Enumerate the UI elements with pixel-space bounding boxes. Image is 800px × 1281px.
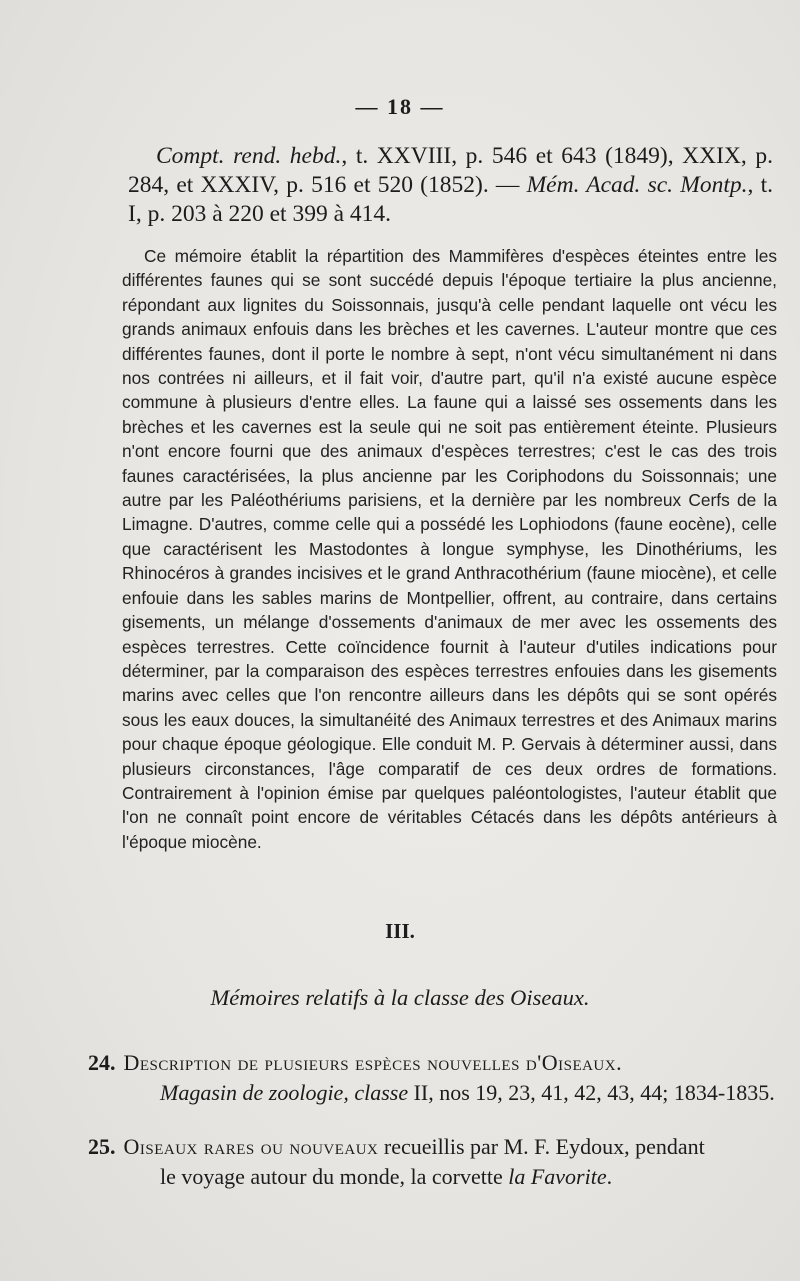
entry-25-title: Oiseaux rares ou nouveaux	[123, 1134, 379, 1159]
entry-25	[88, 1132, 778, 1192]
page-number: — 18 —	[355, 94, 445, 119]
entry-24-source-details: II, nos 19, 23, 41, 42, 43, 44; 1834-1835.	[408, 1080, 775, 1105]
summary-paragraph: Ce mémoire établit la répartition des Mammifères d'espèces éteintes entre les différentes faunes qui se sont succédé depuis l'époque tertiaire la plus ancienne, répondant aux lignites du Soissonnais, jusqu'à celle pendant laquelle ont vécu les grands animaux enfouis dans les brèches et les cavernes. L'auteur montre que ces différentes faunes, dont il porte le nombre à sept, n'ont vécu simultanément ni dans nos contrées ni ailleurs, et il fait voir, d'autre part, qu'il n'a existé aucune espèce commune à plusieurs d'entre elles. La faune qui a laissé ses ossements dans les brèches et les cavernes est la seule qui ne soit pas entièrement éteinte. Plusieurs n'ont encore fourni que des animaux d'espèces terrestres; c'est le cas des trois faunes caractérisées, la plus ancienne par les Coriphodons du Soissonnais; une autre par les Paléothériums parisiens, et la dernière par les nombreux Cerfs de la Limagne. D'autres, comme celle qui a possédé les Lophiodons (faune eocène), celle que caractérisent les Mastodontes à longue symphyse, les Dinothériums, les Rhinocéros à grandes incisives et le grand Anthracothérium (faune miocène), et celle enfouie dans les sables marins de Montpellier, offrent, au contraire, dans certains gisements, un mélange d'ossements d'animaux de mer avec les ossements des espèces terrestres. Cette coïncidence fournit à l'auteur d'utiles indications pour déterminer, par la comparaison des espèces terrestres enfouies dans les gisements marins avec celles que l'on rencontre ailleurs dans les dépôts qui se sont opérés sous les eaux douces, la simultanéité des Animaux terrestres et des Animaux marins pour chaque époque géologique. Elle conduit M. P. Gervais à déterminer aussi, dans plusieurs circonstances, l'âge comparatif de ces deux ordres de formations. Contrairement à l'opinion émise par quelques paléontologistes, l'auteur établit que l'on ne connaît point encore de véritables Cétacés dans les dépôts antérieurs à l'époque miocène.	[122, 246, 777, 852]
entry-25-number: 25.	[88, 1134, 116, 1159]
entry-24-number: 24.	[88, 1050, 116, 1075]
entry-24	[88, 1048, 778, 1108]
entry-25-end: .	[606, 1164, 613, 1189]
ref-volumes: , t. XXVIII, p. 546 et 643 (1849), XXIX, p. 284, et XXXIV, p. 516 et 520 (1852). —	[128, 143, 773, 198]
ref-memoires: Mém. Acad. sc. Montp.	[526, 172, 748, 198]
entry-24-source-journal: Magasin de zoologie, classe	[160, 1080, 409, 1105]
entry-25-title-rest: recueillis par M. F. Eydoux, pendant	[378, 1134, 705, 1159]
entry-24-source	[88, 1078, 778, 1108]
entry-25-line2	[88, 1162, 778, 1192]
ref-pages: , t. I, p. 203 à 220 et 399 à 414.	[128, 172, 773, 227]
reference-citation	[128, 142, 773, 229]
entry-25-voyage: le voyage autour du monde, la corvette	[160, 1164, 509, 1189]
section-number: III.	[385, 919, 415, 943]
entry-24-title: Description de plusieurs espèces nouvelles d'Oiseaux.	[123, 1050, 623, 1075]
section-title: Mémoires relatifs à la classe des Oiseaux.	[210, 985, 590, 1010]
ref-journal: Compt. rend. hebd.	[156, 143, 342, 169]
entry-25-ship: la Favorite	[508, 1164, 607, 1189]
